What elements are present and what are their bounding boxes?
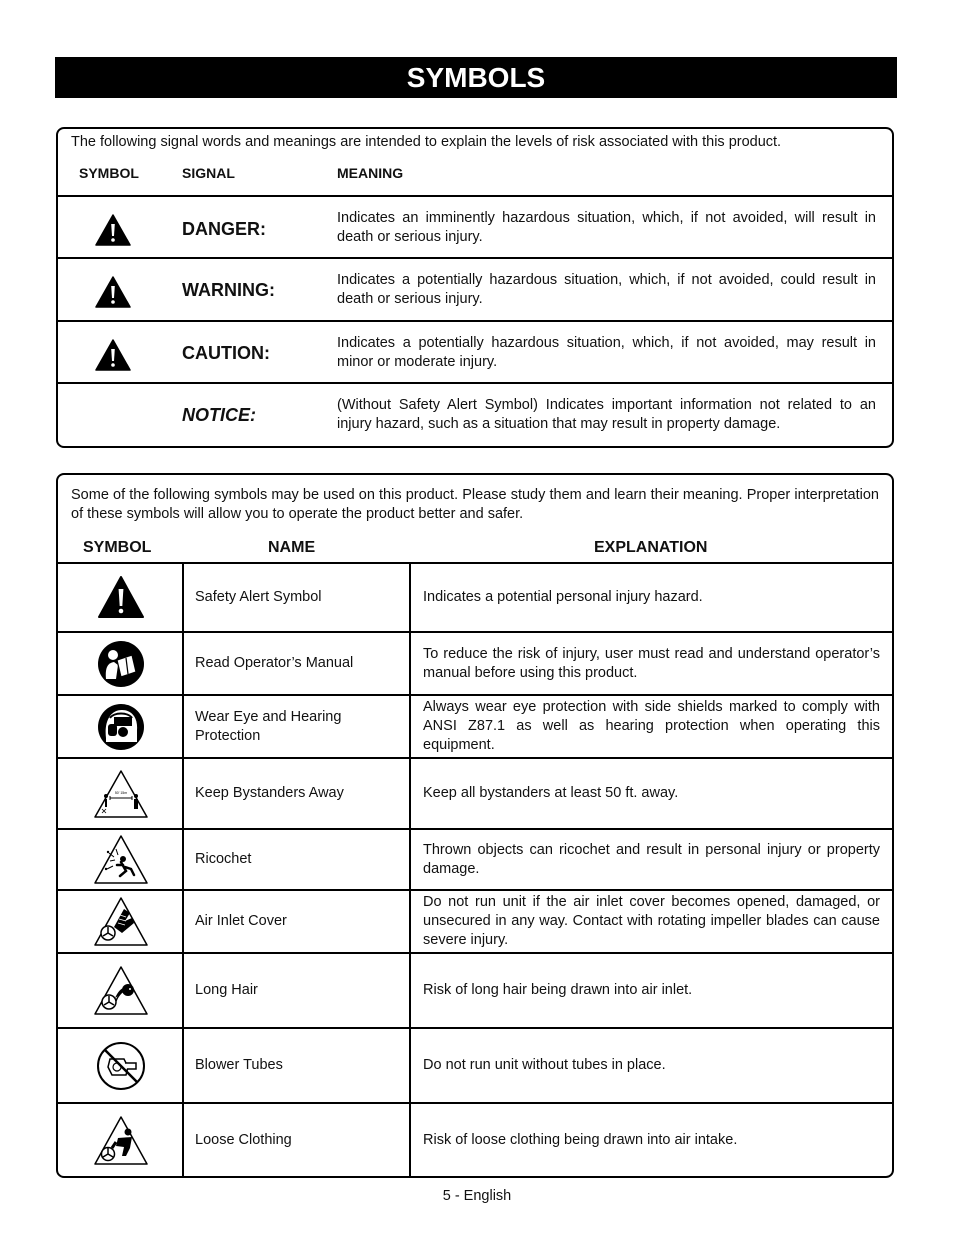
symbol-explanation: [423, 759, 880, 828]
blower-tubes-icon: [92, 1037, 150, 1095]
symbol-explanation: [423, 633, 880, 694]
symbol-explanation: [423, 1104, 880, 1177]
signal-header-symbol: SYMBOL: [79, 165, 139, 181]
symbol-explanation-text: Indicates a potential personal injury hazard.: [423, 589, 703, 605]
symbol-explanation: [423, 891, 880, 952]
symbol-row: [58, 564, 892, 631]
symbol-explanation: [423, 696, 880, 757]
long-hair-icon: [92, 962, 150, 1020]
signal-label: NOTICE:: [182, 405, 256, 425]
symbol-name: Safety Alert Symbol: [195, 589, 322, 605]
symbol-name: Long Hair: [195, 982, 258, 998]
symbol-explanation-text: Do not run unit if the air inlet cover becomes opened, damaged, or unsecured in any way. Contact with rotating impeller blades can cause severe injury.: [423, 894, 880, 948]
symbol-row: [58, 1104, 892, 1177]
signal-meaning: Indicates an imminently hazardous situation, which, if not avoided, will result in death or serious injury.: [337, 210, 876, 245]
symbol-explanation-text: Keep all bystanders at least 50 ft. away.: [423, 785, 679, 801]
signal-row-caution: [58, 322, 892, 382]
air-inlet-cover-icon: [92, 893, 150, 951]
symbol-explanation-text: Do not run unit without tubes in place.: [423, 1057, 666, 1073]
signal-words-table: [56, 127, 894, 448]
signal-label: DANGER:: [182, 219, 266, 239]
symbols-table: [56, 473, 894, 1178]
symbols-intro: Some of the following symbols may be used on this product. Please study them and learn their meaning. Proper interpretation of these symbols will allow you to operate the product better and safer.: [71, 487, 879, 522]
symbol-row: [58, 633, 892, 694]
symbol-name: Blower Tubes: [195, 1057, 283, 1073]
symbols-header-explanation: EXPLANATION: [594, 539, 708, 556]
symbols-header-symbol: SYMBOL: [83, 539, 152, 556]
safety-alert-icon: [95, 276, 131, 308]
symbol-explanation: [423, 954, 880, 1027]
bystanders-away-icon: [92, 765, 150, 823]
symbol-explanation: [423, 564, 880, 631]
safety-alert-icon: [95, 214, 131, 246]
safety-alert-icon: [95, 339, 131, 371]
eye-hearing-protection-icon: [92, 698, 150, 756]
signal-intro: The following signal words and meanings are intended to explain the levels of risk associated with this product.: [71, 134, 782, 150]
page-title: SYMBOLS: [55, 57, 897, 98]
signal-meaning: (Without Safety Alert Symbol) Indicates important information not related to an injury hazard, such as a situation that may result in property damage.: [337, 397, 876, 432]
symbol-row: [58, 1029, 892, 1102]
symbol-explanation-text: Thrown objects can ricochet and result in personal injury or property damage.: [423, 841, 880, 877]
symbol-name: Read Operator’s Manual: [195, 655, 354, 671]
symbol-name: Loose Clothing: [195, 1132, 292, 1148]
bystander-distance-label: 50' 15m: [114, 791, 128, 795]
loose-clothing-icon: [92, 1112, 150, 1170]
signal-header-meaning: MEANING: [337, 165, 404, 181]
symbol-name: Keep Bystanders Away: [195, 785, 344, 801]
symbol-name: Ricochet: [195, 851, 252, 867]
signal-header-signal: SIGNAL: [182, 165, 235, 181]
safety-alert-icon: [92, 569, 150, 627]
symbol-row: [58, 759, 892, 828]
symbol-explanation-text: To reduce the risk of injury, user must read and understand operator’s manual before using this product.: [423, 645, 880, 681]
symbol-row: [58, 891, 892, 952]
signal-label: WARNING:: [182, 280, 275, 300]
symbol-name: Wear Eye and Hearing Protection: [195, 708, 342, 744]
symbol-explanation: [423, 830, 880, 889]
symbol-explanation: [423, 1029, 880, 1102]
ricochet-icon: [92, 831, 150, 889]
read-manual-icon: [92, 635, 150, 693]
symbol-explanation-text: Always wear eye protection with side shields marked to comply with ANSI Z87.1 as well as hearing protection when operating this equipment.: [423, 699, 880, 753]
symbol-row: [58, 954, 892, 1027]
signal-label: CAUTION:: [182, 343, 270, 363]
signal-row-warning: [58, 259, 892, 319]
symbol-row: [58, 830, 892, 889]
signal-meaning: Indicates a potentially hazardous situation, which, if not avoided, could result in death or serious injury.: [337, 272, 876, 307]
symbol-explanation-text: Risk of loose clothing being drawn into air intake.: [423, 1132, 738, 1148]
symbol-name: Air Inlet Cover: [195, 913, 287, 929]
symbol-row: [58, 696, 892, 757]
signal-row-notice: [58, 384, 892, 444]
signal-meaning: Indicates a potentially hazardous situation, which, if not avoided, may result in minor or moderate injury.: [337, 335, 876, 370]
signal-row-danger: [58, 197, 892, 257]
symbols-header-name: NAME: [268, 539, 316, 556]
page-footer: 5 - English: [442, 1188, 512, 1204]
symbol-explanation-text: Risk of long hair being drawn into air inlet.: [423, 982, 693, 998]
